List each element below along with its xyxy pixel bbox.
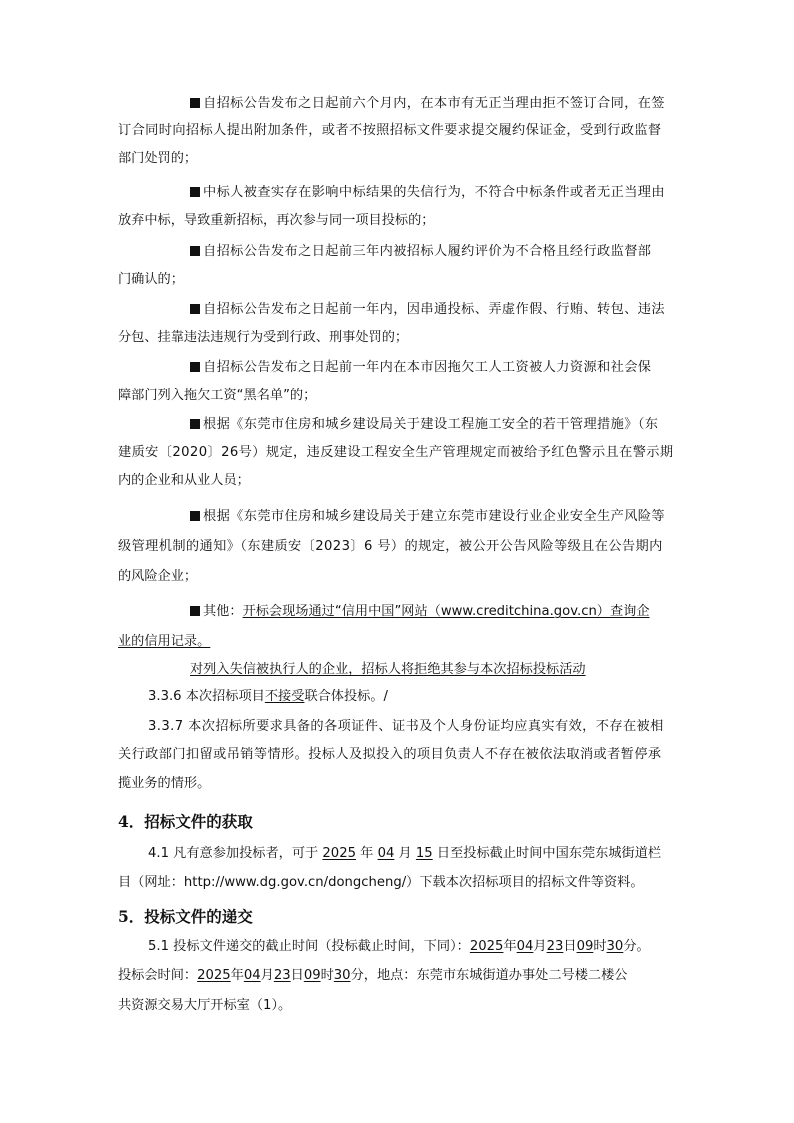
clause-3-3-7-line-2: 关行政部门扣留或吊销等情形。投标人及拟投入的项目负责人不存在被依法取消或者暂停承 <box>118 747 662 762</box>
square-bullet-icon <box>190 362 200 372</box>
square-bullet-icon <box>190 246 200 256</box>
item-1-line-1: 自招标公告发布之日起前六个月内，在本市有无正当理由拒不签订合同，在签 <box>190 95 665 113</box>
item-2-line-1: 中标人被查实存在影响中标结果的失信行为，不符合中标条件或者无正当理由 <box>190 184 665 202</box>
square-bullet-icon <box>190 187 200 197</box>
item-1-line-3: 部门处罚的； <box>118 151 198 166</box>
section-4-1-line-2: 目（网址：http://www.dg.gov.cn/dongcheng/）下载本次招标项目的招标文件等资料。 <box>118 875 644 890</box>
item-4-line-1: 自招标公告发布之日起前一年内，因串通投标、弄虚作假、行贿、转包、违法 <box>190 301 665 319</box>
other-line-2: 业的信用记录。 <box>118 634 211 649</box>
item-6-line-1: 根据《东莞市住房和城乡建设局关于建设工程施工安全的若干管理措施》（东 <box>190 416 658 434</box>
section-5-1-line-1: 5.1 投标文件递交的截止时间（投标截止时间，下同）：2025年04月23日09时30分。 <box>148 939 650 954</box>
square-bullet-icon <box>190 98 200 108</box>
item-5-line-2: 障部门列入拖欠工资“黑名单”的； <box>118 388 317 403</box>
other-line-3: 对列入失信被执行人的企业，招标人将拒绝其参与本次招标投标活动 <box>190 662 586 677</box>
section-5-heading: 5．投标文件的递交 <box>118 907 253 926</box>
item-1-line-2: 订合同时向招标人提出附加条件，或者不按照招标文件要求提交履约保证金，受到行政监督 <box>118 123 662 138</box>
item-3-line-1: 自招标公告发布之日起前三年内被招标人履约评价为不合格且经行政监督部 <box>190 243 651 261</box>
item-7-line-1: 根据《东莞市住房和城乡建设局关于建立东莞市建设行业企业安全生产风险等 <box>190 508 665 526</box>
clause-3-3-7-line-1: 3.3.7 本次招标所要求具备的各项证件、证书及个人身份证均应真实有效，不存在被相 <box>148 719 664 734</box>
item-7-line-2: 级管理机制的通知》（东建质安〔2023〕6 号）的规定，被公开公告风险等级且在公告期内 <box>118 539 663 554</box>
square-bullet-icon <box>190 304 200 314</box>
section-4-1-line-1: 4.1 凡有意参加投标者，可于 2025 年 04 月 15 日至投标截止时间中国东莞东城街道栏 <box>148 846 662 861</box>
square-bullet-icon <box>190 606 200 616</box>
item-6-line-2: 建质安〔2020〕26号）规定，违反建设工程安全生产管理规定而被给予红色警示且在警示期 <box>118 445 674 460</box>
section-4-heading: 4．招标文件的获取 <box>118 812 253 831</box>
item-5-line-1: 自招标公告发布之日起前一年内在本市因拖欠工人工资被人力资源和社会保 <box>190 359 651 377</box>
square-bullet-icon <box>190 419 200 429</box>
item-2-line-2: 放弃中标，导致重新招标，再次参与同一项目投标的； <box>118 213 435 228</box>
item-3-line-2: 门确认的； <box>118 272 184 287</box>
item-7-line-3: 的风险企业； <box>118 569 198 584</box>
clause-3-3-6: 3.3.6 本次招标项目不接受联合体投标。/ <box>148 689 389 704</box>
item-6-line-3: 内的企业和从业人员； <box>118 473 250 488</box>
section-5-1-line-3: 共资源交易大厅开标室（1）。 <box>118 998 292 1013</box>
section-5-1-line-2: 投标会时间：2025年04月23日09时30分，地点：东莞市东城街道办事处二号楼二楼公 <box>118 968 628 983</box>
square-bullet-icon <box>190 511 200 521</box>
other-line-1: 其他：开标会现场通过“信用中国”网站（www.creditchina.gov.cn）查询企 <box>190 603 650 621</box>
clause-3-3-7-line-3: 揽业务的情形。 <box>118 776 211 791</box>
item-4-line-2: 分包、挂靠违法违规行为受到行政、刑事处罚的； <box>118 330 409 345</box>
